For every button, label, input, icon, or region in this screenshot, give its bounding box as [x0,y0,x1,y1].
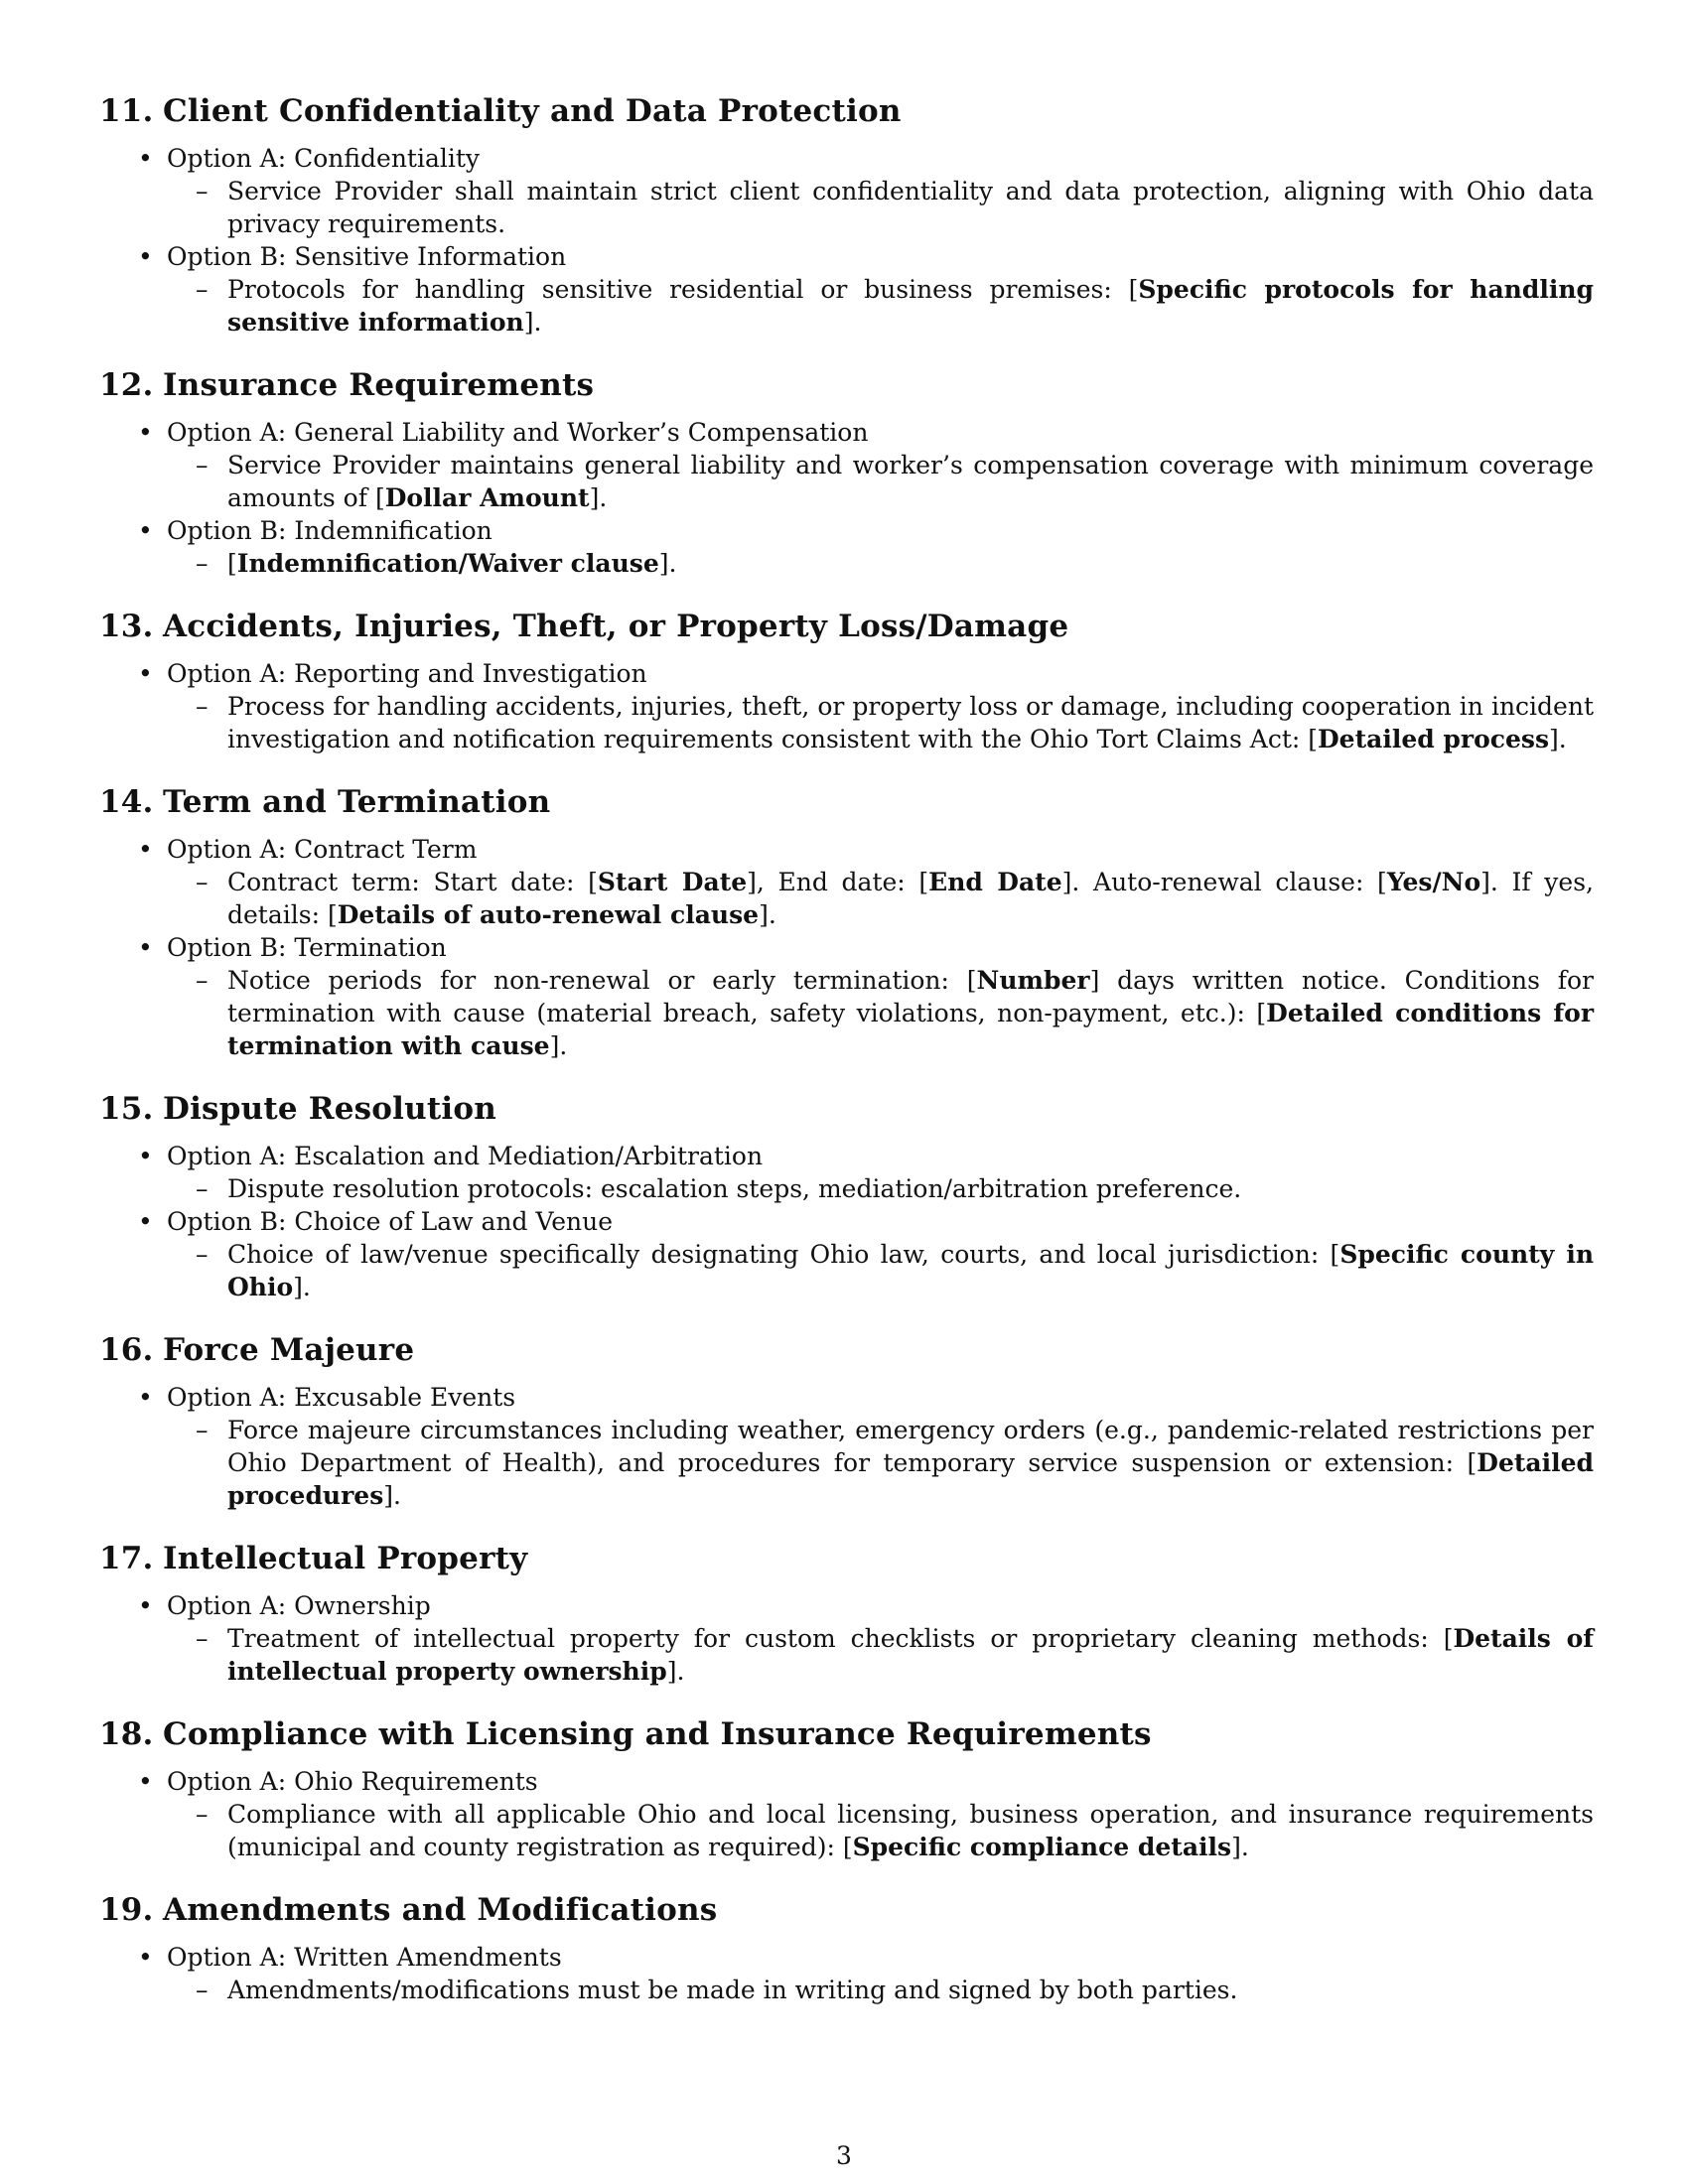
clause-text: ]. Auto-renewal clause: [ [1061,868,1387,896]
clause-text: Process for handling accidents, injuries, theft, or property loss or damage, including cooperation in incident investigation and notification requirements consistent with the Ohio Tort Claims Act: [ [227,692,1594,753]
placeholder-field: Detailed conditions for termination with cause [227,999,1595,1060]
section-title: Term and Termination [163,784,551,820]
clause-text: ]. [549,1031,568,1060]
option-label: Option A: General Liability and Worker’s Compensation [167,418,869,447]
section-heading [99,1330,1594,1370]
clause-text: Protocols for handling sensitive residential or business premises: [ [227,275,1139,304]
dash-icon: – [196,1174,209,1203]
option-item [99,1381,1594,1512]
document-page [99,91,1594,2033]
clause-text: ]. [589,483,608,512]
section-number: 12. [99,367,154,403]
section-15 [99,1089,1594,1303]
bullet-icon: • [138,1142,153,1170]
section-title: Amendments and Modifications [163,1892,718,1928]
dash-icon: – [196,549,209,578]
clause-text: Notice periods for non-renewal or early termination: [ [227,966,977,995]
section-11 [99,91,1594,339]
placeholder-field: Yes/No [1386,868,1481,896]
section-heading [99,1890,1594,1930]
page-number: 3 [836,2141,852,2170]
sub-list [167,690,1594,755]
option-label: Option A: Contract Term [167,835,478,864]
sub-list [167,1172,1594,1205]
clause-text: Choice of law/venue specifically designating Ohio law, courts, and local jurisdiction: [ [227,1240,1340,1269]
sub-list [167,1238,1594,1303]
placeholder-field: Details of intellectual property ownership [227,1624,1594,1686]
option-label: Option A: Ownership [167,1591,431,1620]
option-label: Option B: Indemnification [167,516,492,545]
dash-icon: – [196,1416,209,1444]
sub-list [167,866,1594,931]
option-item [99,240,1594,339]
section-title: Client Confidentiality and Data Protection [163,93,902,129]
option-label: Option A: Reporting and Investigation [167,659,647,688]
option-label: Option A: Ohio Requirements [167,1767,538,1796]
option-list [99,142,1594,339]
clause-text: Dispute resolution protocols: escalation steps, mediation/arbitration preference. [227,1174,1242,1203]
option-item [99,514,1594,580]
section-number: 17. [99,1541,154,1576]
bullet-icon: • [138,1383,153,1412]
section-number: 19. [99,1892,154,1928]
option-list [99,1589,1594,1688]
section-heading [99,1089,1594,1129]
dash-icon: – [196,451,209,479]
clause-text: Treatment of intellectual property for custom checklists or proprietary cleaning methods: [ [227,1624,1454,1653]
clause-text: ]. [293,1273,311,1301]
placeholder-field: Dollar Amount [384,483,590,512]
sub-item [167,1798,1594,1863]
dash-icon: – [196,966,209,995]
section-13 [99,607,1594,755]
sub-item [167,547,1594,580]
placeholder-field: Number [976,966,1090,995]
section-12 [99,365,1594,580]
section-number: 18. [99,1716,154,1752]
section-heading [99,365,1594,405]
section-16 [99,1330,1594,1512]
option-list [99,416,1594,580]
option-list [99,1765,1594,1863]
option-label: Option B: Sensitive Information [167,242,567,271]
clause-text: ]. [666,1657,685,1686]
bullet-icon: • [138,144,153,173]
sub-item [167,1622,1594,1688]
dash-icon: – [196,692,209,721]
option-label: Option A: Confidentiality [167,144,481,173]
section-number: 16. [99,1332,154,1368]
bullet-icon: • [138,1591,153,1620]
option-item [99,1941,1594,2006]
dash-icon: – [196,1800,209,1829]
option-item [99,142,1594,240]
section-14 [99,782,1594,1062]
placeholder-field: Start Date [597,868,748,896]
sub-list [167,449,1594,514]
placeholder-field: Specific protocols for handling sensitive information [227,275,1594,337]
sub-list [167,1974,1594,2006]
sub-list [167,964,1594,1062]
section-18 [99,1714,1594,1863]
clause-text: Service Provider maintains general liability and worker’s compensation coverage with minimum coverage amounts of [ [227,451,1594,512]
sub-item [167,175,1594,240]
clause-text: ]. [759,900,776,929]
clause-text: ]. [1549,725,1567,753]
bullet-icon: • [138,242,153,271]
section-19 [99,1890,1594,2006]
option-label: Option B: Termination [167,933,447,962]
option-list [99,1381,1594,1512]
section-heading [99,607,1594,646]
dash-icon: – [196,868,209,896]
option-item [99,1765,1594,1863]
clause-text: ]. [658,549,677,578]
sub-list [167,175,1594,240]
option-list [99,1140,1594,1303]
sub-item [167,1238,1594,1303]
sub-item [167,866,1594,931]
section-title: Intellectual Property [163,1541,528,1576]
option-item [99,1205,1594,1303]
clause-text: Contract term: Start date: [ [227,868,598,896]
clause-text: ] days written notice. Conditions for termination with cause (material breach, safety violations, non-payment, etc.): [ [227,966,1594,1027]
section-number: 15. [99,1091,154,1127]
sub-list [167,547,1594,580]
section-title: Dispute Resolution [163,1091,497,1127]
clause-text: ], End date: [ [747,868,929,896]
bullet-icon: • [138,835,153,864]
option-list [99,1941,1594,2006]
section-title: Insurance Requirements [163,367,595,403]
section-title: Force Majeure [163,1332,415,1368]
bullet-icon: • [138,659,153,688]
dash-icon: – [196,177,209,205]
option-item [99,1589,1594,1688]
clause-text: ]. If yes, details: [ [227,868,1594,929]
section-number: 14. [99,784,154,820]
sub-item [167,1172,1594,1205]
section-heading [99,782,1594,822]
bullet-icon: • [138,1943,153,1972]
dash-icon: – [196,1240,209,1269]
bullet-icon: • [138,418,153,447]
option-list [99,657,1594,755]
placeholder-field: Details of auto-renewal clause [337,900,760,929]
clause-text: Amendments/modifications must be made in writing and signed by both parties. [227,1976,1238,2004]
option-label: Option A: Escalation and Mediation/Arbitration [167,1142,764,1170]
placeholder-field: Detailed process [1318,725,1550,753]
bullet-icon: • [138,1207,153,1236]
section-heading [99,1539,1594,1578]
section-title: Compliance with Licensing and Insurance Requirements [163,1716,1152,1752]
clause-text: ]. [523,308,542,337]
option-label: Option A: Excusable Events [167,1383,516,1412]
section-number: 11. [99,93,154,129]
sub-list [167,1798,1594,1863]
option-item [99,416,1594,514]
section-title: Accidents, Injuries, Theft, or Property Loss/Damage [163,609,1069,644]
clause-text: Service Provider shall maintain strict client confidentiality and data protection, aligning with Ohio data privacy requirements. [227,177,1594,238]
bullet-icon: • [138,516,153,545]
placeholder-field: End Date [928,868,1062,896]
option-item [99,833,1594,931]
sub-item [167,273,1594,339]
clause-text: Compliance with all applicable Ohio and local licensing, business operation, and insurance requirements (municipal and county registration as required): [ [227,1800,1594,1861]
bullet-icon: • [138,1767,153,1796]
option-list [99,833,1594,1062]
dash-icon: – [196,1624,209,1653]
clause-text: ]. [383,1481,401,1510]
clause-text: ]. [1231,1833,1249,1861]
section-17 [99,1539,1594,1688]
option-label: Option A: Written Amendments [167,1943,562,1972]
option-item [99,931,1594,1062]
placeholder-field: Indemnification/Waiver clause [236,549,659,578]
section-heading [99,1714,1594,1754]
dash-icon: – [196,1976,209,2004]
placeholder-field: Specific compliance details [852,1833,1232,1861]
option-label: Option B: Choice of Law and Venue [167,1207,614,1236]
option-item [99,1140,1594,1205]
bullet-icon: • [138,933,153,962]
clause-text: Force majeure circumstances including weather, emergency orders (e.g., pandemic-related restrictions per Ohio Department of Health), and procedures for temporary service suspension or extension: [ [227,1416,1594,1477]
clause-text: [ [227,549,237,578]
sub-list [167,1414,1594,1512]
sub-item [167,1974,1594,2006]
sub-list [167,273,1594,339]
placeholder-field: Detailed procedures [227,1448,1594,1510]
sub-item [167,1414,1594,1512]
dash-icon: – [196,275,209,304]
section-number: 13. [99,609,154,644]
sub-item [167,449,1594,514]
section-heading [99,91,1594,131]
placeholder-field: Specific county in Ohio [227,1240,1594,1301]
option-item [99,657,1594,755]
sub-item [167,964,1594,1062]
sub-list [167,1622,1594,1688]
sub-item [167,690,1594,755]
